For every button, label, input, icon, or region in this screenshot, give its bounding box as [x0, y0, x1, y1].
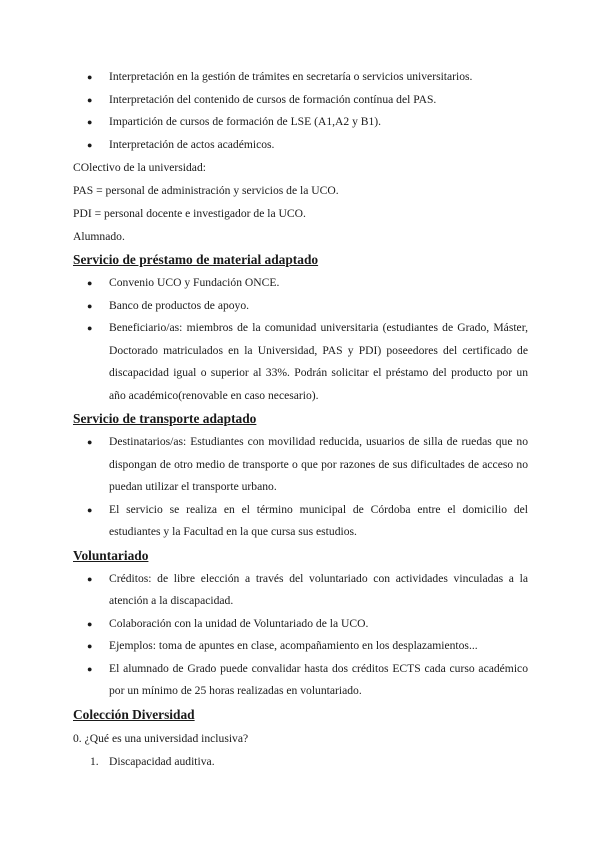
list-item-text: Ejemplos: toma de apuntes en clase, acompañamiento en los desplazamientos...: [109, 639, 478, 652]
bullet-icon: ●: [87, 139, 93, 150]
bullet-icon: ●: [87, 94, 93, 105]
bullet-icon: ●: [87, 504, 93, 515]
list-item: [73, 499, 528, 544]
colectivo-pas: PAS = personal de administración y servicios de la UCO.: [73, 184, 339, 197]
section-title-voluntariado: Voluntariado: [73, 547, 149, 563]
bullet-icon: ●: [87, 300, 93, 311]
voluntariado-list: [73, 568, 528, 703]
section-title-coleccion: Colección Diversidad: [73, 706, 195, 722]
list-item: [73, 317, 528, 407]
bullet-icon: ●: [87, 641, 93, 651]
list-item: [73, 295, 528, 318]
colectivo-alumnado: Alumnado.: [73, 230, 125, 243]
transporte-list: [73, 431, 528, 544]
bullet-icon: ●: [87, 117, 93, 127]
bullet-icon: ●: [87, 618, 93, 629]
list-item-text: Discapacidad auditiva.: [109, 754, 215, 768]
list-number: 1.: [90, 754, 99, 768]
list-item-text: Interpretación del contenido de cursos de formación contínua del PAS.: [109, 92, 437, 106]
bullet-icon: ●: [87, 573, 93, 584]
list-item: [73, 111, 528, 134]
list-item: [73, 635, 528, 658]
list-item: [73, 431, 528, 499]
list-item-text: Colaboración con la unidad de Voluntariado de la UCO.: [109, 616, 369, 630]
list-item: [73, 658, 528, 703]
bullet-icon: ●: [87, 323, 93, 333]
list-item-text: El alumnado de Grado puede convalidar hasta dos créditos ECTS cada curso académico por un mínimo de 25 horas realizadas en voluntariado.: [109, 661, 528, 697]
bullet-icon: ●: [87, 72, 93, 82]
list-item-text: Beneficiario/as: miembros de la comunidad universitaria (estudiantes de Grado, Máster, Doctorado matriculados en la Universidad, PAS y PDI) poseedores del certificado de discapacidad igual o superior al 33%. Podrán solicitar el préstamo del producto por un año académico(renovable en caso necesario).: [109, 321, 528, 402]
document-page: [73, 66, 528, 773]
coleccion-list: [73, 750, 528, 773]
list-item-text: Destinatarios/as: Estudiantes con movilidad reducida, usuarios de silla de ruedas que no dispongan de otro medio de transporte o que por razones de sus dificultades de acceso no puedan utilizar el transporte urbano.: [109, 435, 528, 493]
list-item: [73, 613, 528, 636]
bullet-icon: ●: [87, 663, 93, 674]
coleccion-question: 0. ¿Qué es una universidad inclusiva?: [73, 731, 249, 745]
section-title-transporte: Servicio de transporte adaptado: [73, 411, 257, 426]
interpretation-list: [73, 66, 528, 156]
section-title-prestamo: Servicio de préstamo de material adaptado: [73, 252, 319, 267]
list-item: [73, 272, 528, 295]
list-item: [73, 134, 528, 157]
colectivo-heading: COlectivo de la universidad:: [73, 161, 206, 174]
list-item: [73, 89, 528, 112]
list-item: [73, 66, 528, 89]
list-item: [73, 750, 528, 773]
list-item-text: El servicio se realiza en el término municipal de Córdoba entre el domicilio del estudiantes y la Facultad en la que cursa sus estudios.: [109, 502, 528, 538]
list-item-text: Interpretación en la gestión de trámites en secretaría o servicios universitarios.: [109, 70, 473, 83]
list-item-text: Banco de productos de apoyo.: [109, 298, 250, 312]
list-item-text: Convenio UCO y Fundación ONCE.: [109, 276, 280, 289]
list-item: [73, 568, 528, 613]
bullet-icon: ●: [87, 437, 93, 447]
list-item-text: Impartición de cursos de formación de LSE (A1,A2 y B1).: [109, 115, 382, 128]
colectivo-pdi: PDI = personal docente e investigador de la UCO.: [73, 207, 306, 220]
prestamo-list: [73, 272, 528, 407]
list-item-text: Interpretación de actos académicos.: [109, 137, 275, 151]
bullet-icon: ●: [87, 278, 93, 288]
list-item-text: Créditos: de libre elección a través del voluntariado con actividades vinculadas a la atención a la discapacidad.: [109, 571, 528, 607]
